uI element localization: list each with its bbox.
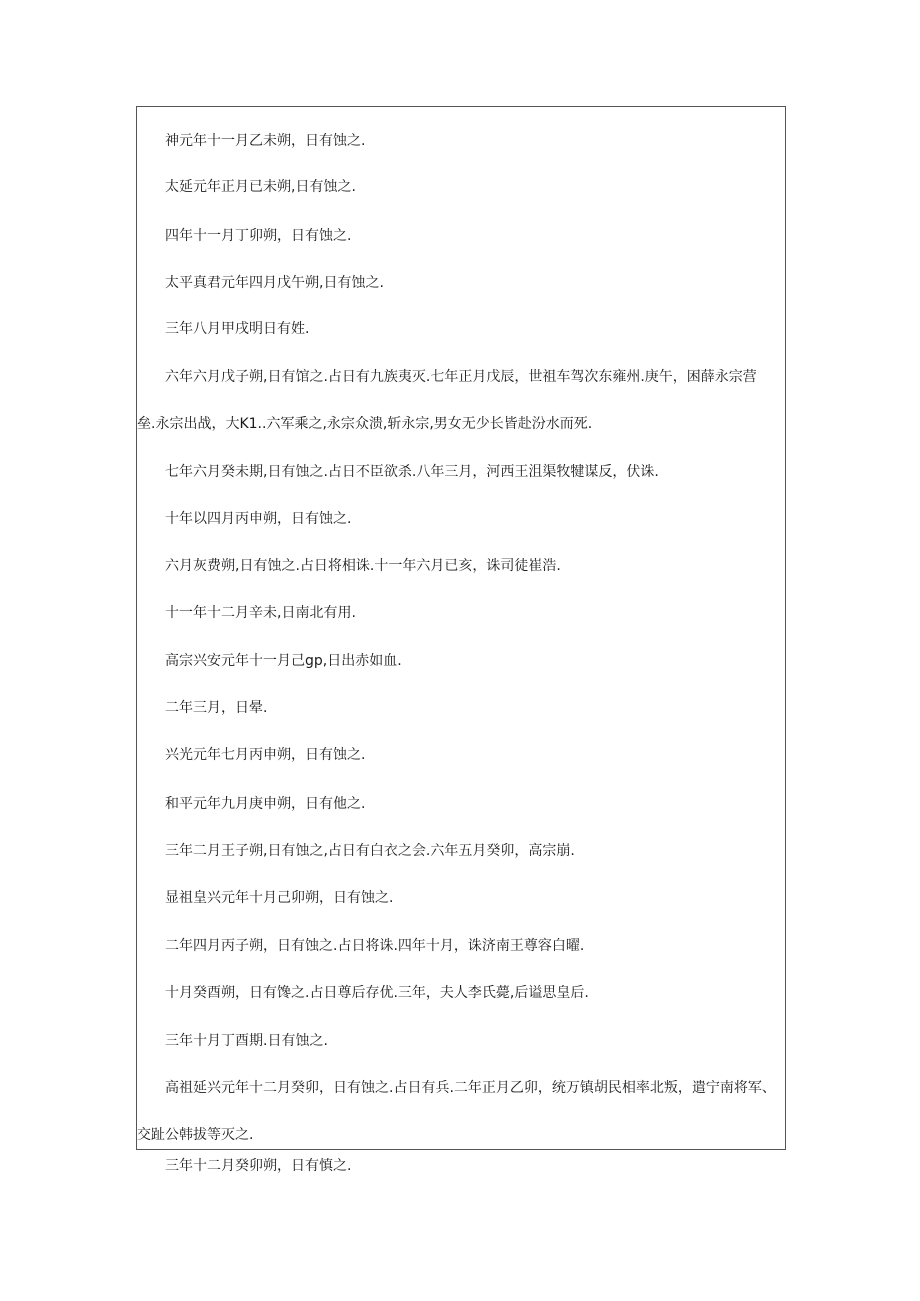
text-line-7: 垒.永宗出战，大K1..六军乘之,永宗众溃,斩永宗,男女无少长皆赴汾水而死. bbox=[137, 416, 593, 432]
text-line-11: 十一年十二月辛未,日南北有用. bbox=[165, 605, 356, 621]
text-line-4: 太平真君元年四月戊午朔,日有蚀之. bbox=[165, 275, 384, 291]
text-line-13: 二年三月，日晕. bbox=[165, 700, 268, 716]
text-line-10: 六月灰费朔,日有蚀之.占日将相诛.十一年六月已亥，诛司徒崔浩. bbox=[165, 558, 561, 574]
text-line-23: 三年十二月癸卯朔，日有慎之. bbox=[165, 1158, 352, 1174]
text-line-21: 高祖延兴元年十二月癸卯，日有蚀之.占日有兵.二年正月乙卯，统万镇胡民相率北叛，遣宁南将军、 bbox=[165, 1080, 776, 1096]
text-line-12: 高宗兴安元年十一月己gp,日出赤如血. bbox=[165, 653, 402, 669]
text-line-1: 神元年十一月乙未朔，日有蚀之. bbox=[165, 133, 366, 149]
text-line-16: 三年二月王子朔,日有蚀之,占日有白衣之会.六年五月癸卯，高宗崩. bbox=[165, 843, 575, 859]
text-line-15: 和平元年九月庚申朔，日有他之. bbox=[165, 796, 366, 812]
text-line-22: 交趾公韩拔等灭之. bbox=[137, 1127, 254, 1143]
text-line-6: 六年六月戊子朔,日有馆之.占日有九族夷灭.七年正月戊辰，世祖车驾次东雍州.庚午，困薛永宗营 bbox=[165, 369, 757, 385]
text-line-20: 三年十月丁酉期.日有蚀之. bbox=[165, 1033, 328, 1049]
text-line-3: 四年十一月丁卯朔，日有蚀之. bbox=[165, 228, 352, 244]
text-line-2: 太延元年正月已未朔,日有蚀之. bbox=[165, 179, 356, 195]
text-line-8: 七年六月癸未期,日有蚀之.占日不臣欲杀.八年三月，河西王沮渠牧犍谋反，伏诛. bbox=[165, 464, 659, 480]
text-line-14: 兴光元年七月丙申朔，日有蚀之. bbox=[165, 747, 366, 763]
text-line-9: 十年以四月丙申朔，日有蚀之. bbox=[165, 511, 352, 527]
text-line-18: 二年四月丙子朔，日有蚀之.占日将诛.四年十月，诛济南王尊容白曜. bbox=[165, 938, 585, 954]
text-line-17: 显祖皇兴元年十月己卯朔，日有蚀之. bbox=[165, 890, 394, 906]
text-line-5: 三年八月甲戌明日有姓. bbox=[165, 321, 310, 337]
text-line-19: 十月癸酉朔，日有馋之.占日尊后存优.三年，夫人李氏薨,后谥思皇后. bbox=[165, 985, 589, 1001]
